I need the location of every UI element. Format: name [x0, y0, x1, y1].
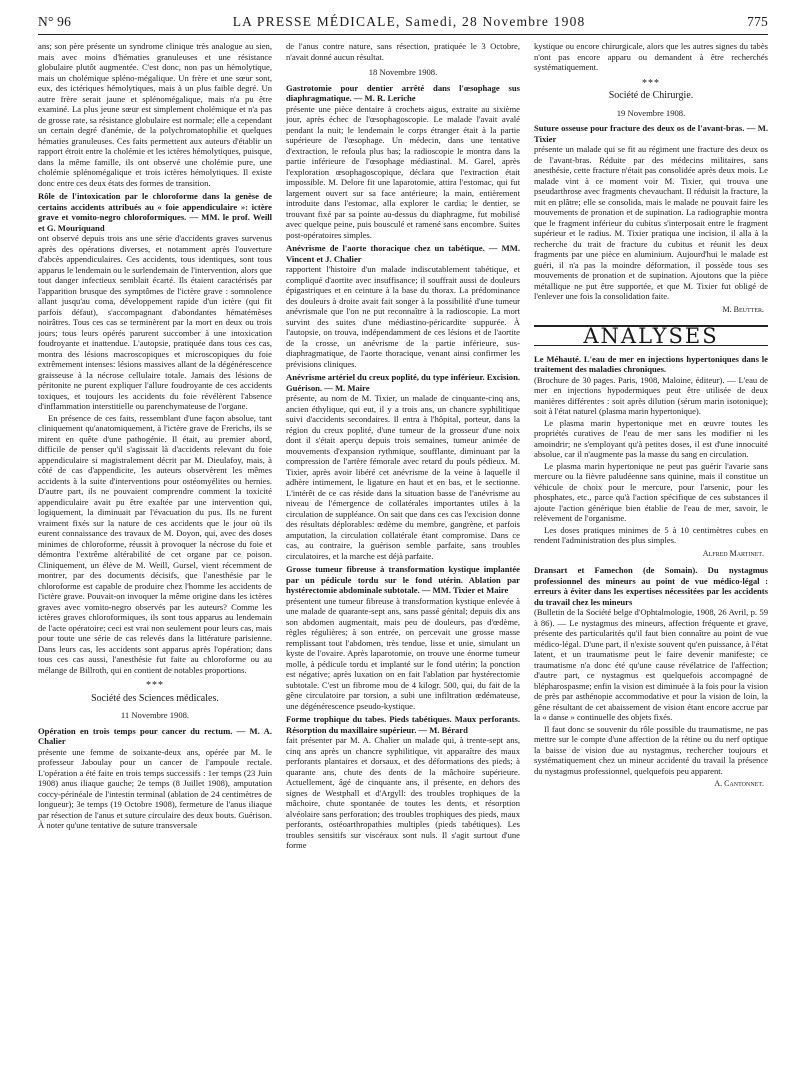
paragraph: ont observé depuis trois ans une série d'accidents graves survenus après des opérations diverses, et notamment après l'ouverture d'abcès appendiculaires. Ces accidents, tous identiques, sont tous apparus le lendemain ou le surlendemain de l'intervention, alors que tout danger infectieux semblait écarté. Ils étaient caractérisés par l'apparition brusque des symptômes de l'ictère grave : somnolence allant jusqu'au coma, développement rapide d'un ictère (qui fit parfois défaut), s'accompagnant d'abondantes hématémèses noirâtres. Tous ces cas se terminèrent par la mort en deux ou trois jours; tous leurs opérés parurent succomber à une intoxication foudroyante et inattendue. L'autopsie, pratiquée dans tous ces cas, montra des lésions macroscopiques et microscopiques du foie extrêmement intenses: lésions massives allant de la dégénérescence graisseuse à la nécrose cellulaire totale. Jamais des lésions de péritonite ne purent expliquer l'allure foudroyante de ces accidents toxiques, et toujours les accidents du foie révélèrent l'absence d'inflammation interstitielle ou parenchymateuse de l'organe. [38, 233, 272, 411]
paragraph: présente une femme de soixante-deux ans, opérée par M. le professeur Jaboulay pour un cancer de l'ampoule rectale. L'opération a été faite en trois temps successifs : 1er temps (23 Juin 1908) anus iliaque gauche; 2e temps (8 Juillet 1908), amputation coccy-périnéale de l'intestin terminal (ablation de 24 centimètres de longueur); 3e temps (19 Octobre 1908), fermeture de l'anus iliaque par résection de l'anus et suture circulaire des deux bouts. Guérison. À noter qu'une tentative de suture transversale [38, 746, 272, 830]
author-signature: M. Beutter. [722, 304, 764, 314]
analyses-banner: ANALYSES [534, 325, 768, 346]
columns [38, 41, 768, 1081]
paragraph: Les doses pratiques minimes de 5 à 10 centimètres cubes en rendent l'administration des plus simples. [534, 524, 768, 545]
author-signature: Alfred Martinet. [702, 548, 764, 558]
paragraph: Le plasma marin hypertonique ne peut pas guérir l'avarie sans mercure ou la fièvre paludéenne sans quinine, mais il constitue un véhicule de choix pour le mercure, pour l'arsenic, pour les phosphates, etc., parce qu'à l'action spécifique de ces substances il ajoute l'action générique bien établie de l'eau de mer, savoir, le relèvement de l'organisme. [534, 460, 768, 523]
paragraph: kystique ou encore chirurgicale, alors que les autres signes du tabès n'ont pas encore apparu ou demandent à être recherchés systématiquement. [534, 41, 768, 72]
paragraph: ans; son père présente un syndrome clinique très analogue au sien, mais avec moins d'hématies granuleuses et une résistance globulaire plutôt augmentée. C'est donc, non pas un hémolytique, mais un cholémique spléno-mégalique. Un frère et une sœur sont, eux, des ictériques hémolytiques, mais à un plus faible degré. Un autre frère serait jaune et splénomégalique, mais n'a pu être examiné. La plus jeune sœur est simplement cholémique et n'a pas de grosse rate, sa résistance globulaire est normale; elle a cependant un certain degré d'anémie, de la polychromatophilie et quelques hématies granuleuses. Ces faits permettent aux auteurs d'établir un rapport étroit entre la cholémie et les ictères hémolytiques, puisque, dans la même famille, ils ont observé une cholémie pure, une cholémie splénomégalique et trois ictères hémolytiques. Il existe donc entre ces deux états des formes de transition. [38, 41, 272, 188]
article-heading: Gastrotomie pour dentier arrêté dans l'œsophage sus diaphragmatique. — M. R. Leriche [286, 82, 520, 103]
review-heading: Le Méhauté. L'eau de mer en injections hypertoniques dans le traitement des maladies chroniques. [534, 353, 768, 374]
column-3 [534, 41, 768, 1081]
article-heading: Rôle de l'intoxication par le chloroforme dans la genèse de certains accidents attribués au « foie appendiculaire »: ictère grave et vomito-negro chloroformiques. — MM. le prof. Weill et G. Mouriquand [38, 191, 272, 233]
article-heading: Anévrisme artériel du creux poplité, du type inférieur. Excision. Guérison. — M. Maire [286, 372, 520, 393]
section-title: Société des Sciences médicales. [91, 692, 219, 704]
section-ornament: *** [146, 680, 164, 691]
author-signature: A. Cantonnet. [714, 779, 764, 788]
column-2 [286, 41, 520, 1081]
paragraph: présentent une tumeur fibreuse à transformation kystique enlevée à une malade de quarante-sept ans, sans passé génital; depuis dix ans son abdomen augmentait, mais peu de douleurs, pas d'œdème, règles régulières; à son entrée, on percevait une grosse masse remplissant tout l'abdomen, très tendue, lisse et unie, simulant un kyste de l'ovaire. Après laparotomie, on trouve une énorme tumeur molle, à pédicule tordu et implanté sur le fond utérin; la ponction est négative; après luxation on en fait l'ablation par hystérectomie subtotale. C'est un fibrome mou de 4 kilogr. 500, qui, du fait de la gêne circulatoire par torsion, a subi une infiltration œdémateuse, une dégénérescence pseudo-kystique. [286, 595, 520, 711]
page-header [38, 14, 768, 35]
paragraph: de l'anus contre nature, sans résection, pratiquée le 3 Octobre, n'avait donné aucun résultat. [286, 41, 520, 62]
session-date: 11 Novembre 1908. [120, 710, 190, 720]
journal-title: LA PRESSE MÉDICALE, Samedi, 28 Novembre 1908 [232, 14, 586, 29]
page-number: 775 [747, 14, 768, 29]
paragraph: Il faut donc se souvenir du rôle possible du traumatisme, ne pas mettre sur le compte d'une affection de la rétine ou du nerf optique la baisse de vision due au nystagmus, rechercher toujours et systématiquement chez un mineur accidenté du travail la présence du nystagmus professionnel, quelquefois peu apparent. [534, 723, 768, 776]
article-heading: Grosse tumeur fibreuse à transformation kystique implantée par un pédicule tordu sur le fond utérin. Ablation par hystérectomie abdominale subtotale. — MM. Tixier et Maire [286, 564, 520, 595]
article-heading: Forme trophique du tabes. Pieds tabétiques. Maux perforants. Résorption du maxillaire supérieur. — M. Bérard [286, 714, 520, 735]
paragraph: présente un malade qui se fit au régiment une fracture des deux os de l'avant-bras. Réduite par des médecins militaires, sans anesthésie, cette fracture n'était pas consolidée après deux mois. Le malade vint à ce moment voir M. Tixier, qui trouva une pseudarthrose avec fragments chevauchant. Il réduisit la fracture, la mit en plâtre; elle se consolida, mais le malade ne pouvait faire les mouvements de pronation et de supination. La radiographie montra que le fragment inférieur du cubitus s'interposait entre le fragment supérieur et le radius. M. Tixier pratiqua une incision, il alla à la recherche du trait de fracture du cubitus et réunit les deux fragments par une pièce en aluminium. Aujourd'hui le malade est guéri, il n'a pas la moindre déformation, il possède tous ses mouvements de pronation et de supination. Ajoutons que la pièce métallique ne put être supportée, et que M. Tixier fut obligé de l'enlever une fois la consolidation faite. [534, 144, 768, 301]
article-heading: Opération en trois temps pour cancer du rectum. — M. A. Chalier [38, 725, 272, 746]
paragraph: Le plasma marin hypertonique met en œuvre toutes les propriétés curatives de l'eau de mer sans les modifier ni les amoindrir; ne s'employant qu'à petites doses, il est d'une innocuité absolue, car il n'augmente pas la masse du sang en circulation. [534, 417, 768, 459]
section-ornament: *** [642, 77, 660, 89]
session-date: 19 Novembre 1908. [616, 107, 686, 118]
paragraph: (Brochure de 30 pages. Paris, 1908, Maloine, éditeur). — L'eau de mer en injections hypodermiques peut être utilisée de deux manières différentes : soit après dilution (sérum marin isotonique); soit à l'état naturel (plasma marin hypertonique). [534, 374, 768, 416]
paragraph: présente, au nom de M. Tixier, un malade de cinquante-cinq ans, ancien éthylique, qui eut, il y a trois ans, un chancre syphilitique suivi d'accidents secondaires. Il entra à l'hôpital, porteur, dans la région du creux poplité, d'une tumeur de la grosseur d'une noix dont il s'était aperçu depuis trois semaines, tumeur animée de mouvements d'expansion rythmique, soufflante, diminuant par la compression de l'artère fémorale avec retard du pouls pédieux. M. Tixier, après avoir libéré cet anévrisme de la veine à laquelle il adhère intimement, le ligature en haut et en bas, et le sectionne. L'intérêt de ce cas réside dans la situation basse de l'anévrisme au niveau de l'émergence de collatérales importantes utiles à la circulation de suppléance. On sait que dans ces cas l'excision donne des résultats déplorables: œdème du membre, gangrène, et parfois amputation, la circulation collatérale étant compromise. Dans ce cas, au contraire, la guérison semble parfaite, sans troubles circulatoires, et la marche est déjà parfaite. [286, 393, 520, 561]
paragraph: rapportent l'histoire d'un malade indiscutablement tabétique, et compliqué d'aortite avec insuffisance; il souffrait aussi de douleurs épigastriques et en ceinture à la base du thorax. La prédominance des douleurs à droite avait fait songer à la possibilité d'une tumeur anévrismale que l'on ne put reconnaître à la radioscopie. La mort survint des suites d'une médiastino-péricardite suppurée. À l'autopsie, on trouva, indépendamment de ces lésions et de l'aortite de la crosse, un anévrisme de la partie inférieure, sus-diaphragmatique, de l'aorte thoracique, venant ainsi confirmer les prévisions cliniques. [286, 264, 520, 369]
column-1 [38, 41, 272, 1081]
paragraph: En présence de ces faits, ressemblant d'une façon absolue, tant cliniquement qu'anatomiquement, à l'ictère grave de Frerichs, ils se mirent en quête d'une pathogénie. Il était, au premier abord, difficile de penser qu'il s'agissait là d'accidents relevant du foie appendiculaire si magistralement décrit par M. Dieulafoy, mais, à côté de cas d'appendicite, les auteurs observèrent les mêmes accidents à la suite d'interventions pour ostéomyélites ou hernies. D'autre part, ils ne pouvaient comprendre comment la toxicité appendiculaire avait pu être exaltée par une intervention qui, logiquement, la diminuait par l'évacuation du pus. Ils ne furent vraiment fixés sur la nature de ces accidents que le jour où ils eurent connaissance des travaux de M. Doyon, qui, avec des doses minimes de chloroforme, réussit à provoquer la nécrose du foie et démontra l'extrême altérabilité de cet organe par ce poison. Cliniquement, un élève de M. Weill, Gursel, vient récemment de montrer, par des documents décisifs, que l'anesthésie par le chloroforme est capable de produire chez l'homme les accidents de l'ictère grave. Pouvait-on invoquer la même origine dans les ictères graves avec vomito-negro observés par les auteurs? Comme les ictères graves chloroformiques, ils sont tous apparus au lendemain de l'acte opératoire; ceci est vrai non seulement pour leurs cas, mais pour toute une série de cas relevés dans la littérature parisienne. Dans leurs cas, les accidents sont apparus après l'opération; dans tous ces cas aussi, l'anesthésie fut faite au chloroforme ou au mélange de Billroth, qui en contient de notables proportions. [38, 412, 272, 675]
article-heading: Suture osseuse pour fracture des deux os de l'avant-bras. — M. Tixier [534, 123, 768, 144]
review-heading: Dransart et Famechon (de Somain). Du nystagmus professionnel des mineurs au point de vue médico-légal : erreurs à éviter dans les expertises nécessitées par les accidents du travail chez les mineurs [534, 565, 768, 607]
session-date: 18 Novembre 1908. [368, 67, 438, 77]
paragraph: présente une pièce dentaire à crochets aigus, extraite au sixième jour, après échec de l'œsophagoscopie. Le malade l'avait avalé pendant la nuit; le lendemain le corps étranger était à la partie supérieure de l'œsophage. Un médecin, dans une tentative d'extraction, le refoula plus bas; la radioscopie le montra dans la partie inférieure de l'œsophage médiastinal. M. Garel, après l'exploration œsophagoscopique, déclara que l'extraction était impossible. M. Delore fit une laparotomie, attira l'estomac, qui fut largement ouvert sur sa face antérieure; la main, entièrement introduite dans l'estomac, alla explorer le cardia; le dentier, se trouvant fixé par sa pointe au-dessus du diaphragme, fut mobilisé avec quelque peine, puis bousculé et ramené sans encombre. Suites post-opératoires simples. [286, 103, 520, 240]
section-title: Société de Chirurgie. [608, 90, 694, 101]
paragraph: (Bulletin de la Société belge d'Ophtalmologie, 1908, 26 Avril, p. 59 à 86). — Le nystagmus des mineurs, affection fréquente et grave, présente des particularités qu'il faut bien connaître au point de vue médico-légal. D'une part, il n'existe souvent qu'en puissance, à l'état latent, et un traumatisme peut le faire devenir manifeste; ce traumatisme n'a donc été qu'une cause révélatrice de l'affection; d'autre part, ce nystagmus est quelquefois accompagné de blépharospasme; enfin la vision est diminuée à la fois pour la vision de près par asthénopie accommodative et pour la vision de loin, la gêne résultant de cet abaissement de vision étant encore accrue par la « danse » continuelle des objets fixés. [534, 607, 768, 722]
article-heading: Anévrisme de l'aorte thoracique chez un tabétique. — MM. Vincent et J. Chalier [286, 243, 520, 264]
paragraph: fait présenter par M. A. Chalier un malade qui, à trente-sept ans, cinq ans après un chancre syphilitique, vit apparaître des maux perforants plantaires et dorsaux, et des déformations des pieds; à quarante ans, chute des dents de la mâchoire supérieure. Actuellement, âgé de cinquante ans, il présente, en dehors des signes de Westphall et d'Argyll: des troubles trophiques de la mâchoire, chute spontanée de toutes les dents, et résorption alvéolaire sans perforation; des troubles trophiques des pieds, maux perforants, ostéoarthropathies multiples (pieds tabétiques). Les troubles sensitifs sur viscéraux sont nuls. Il s'agit surtout d'une forme [286, 735, 520, 850]
issue-number: N° 96 [38, 14, 72, 29]
